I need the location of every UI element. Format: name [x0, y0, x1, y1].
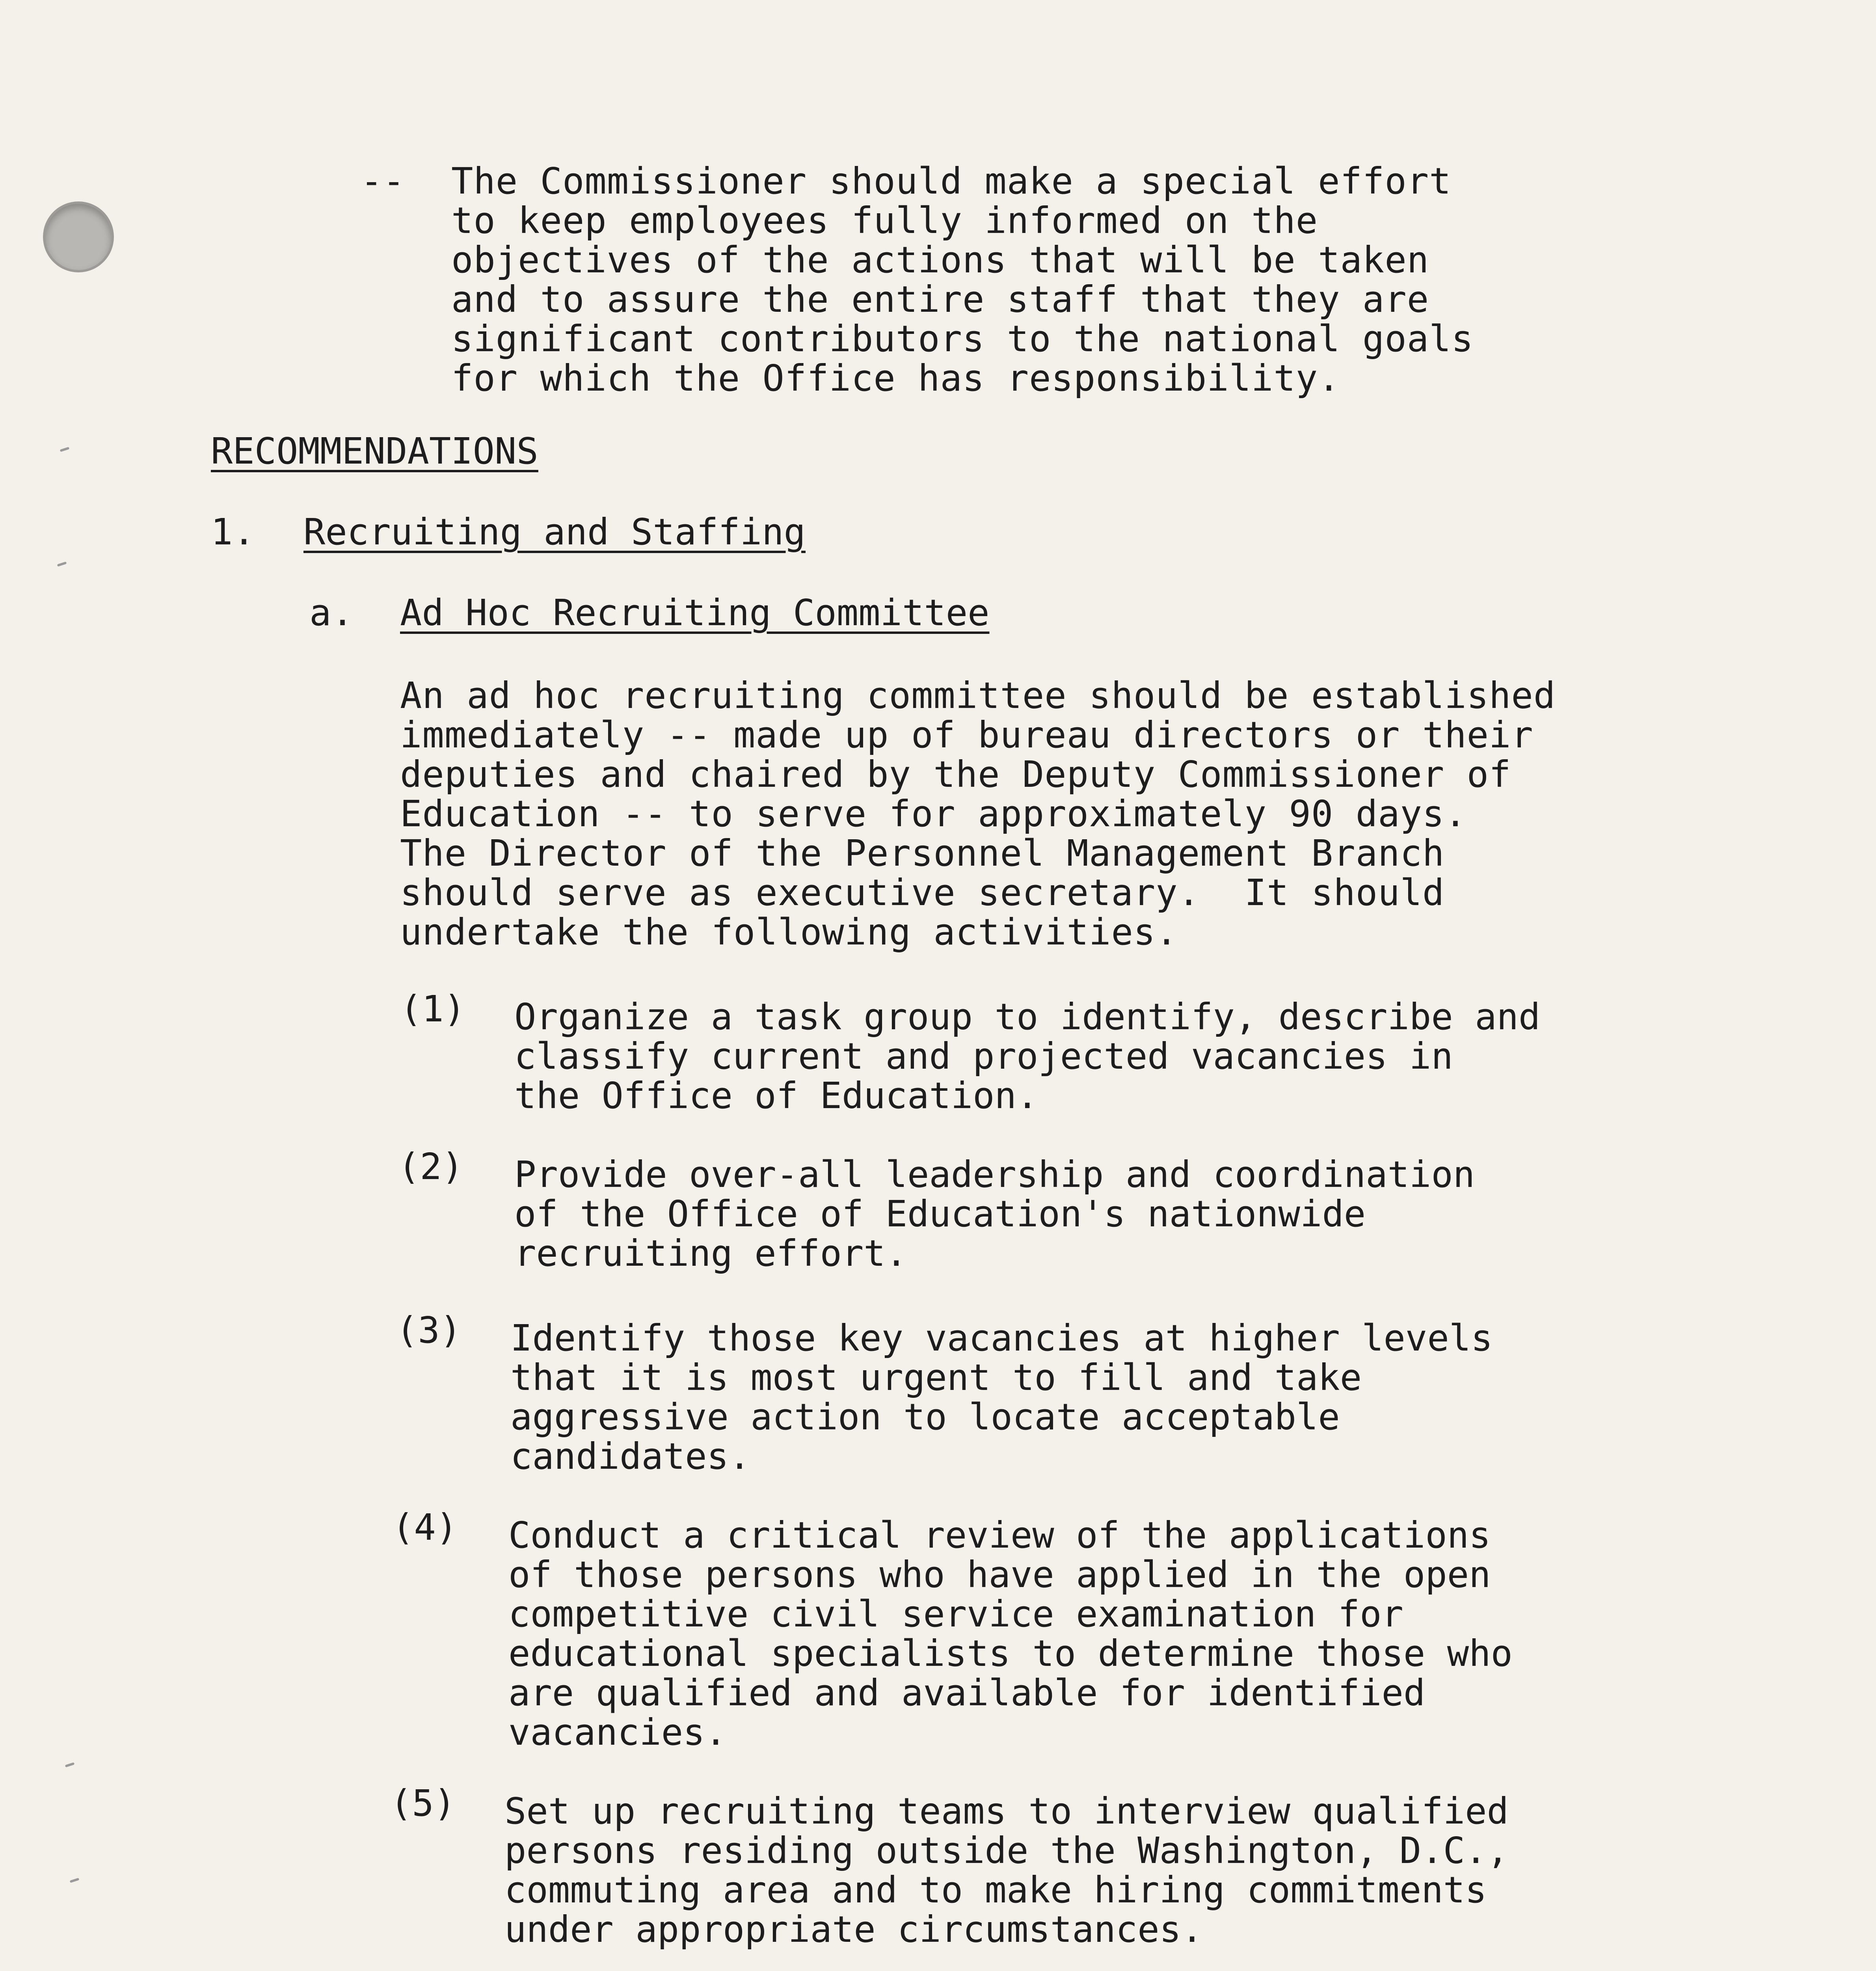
section-title: Recruiting and Staffing	[303, 511, 806, 553]
margin-mark	[60, 447, 70, 452]
item-text: Conduct a critical review of the applications of those persons who have applied in the open competitive civil service examination for educational specialists to determine those who are qualified and available for identified vacancies.	[508, 1514, 1513, 1753]
item-number: (5)	[390, 1782, 456, 1824]
item-number: (1)	[400, 988, 466, 1030]
subsection-title: Ad Hoc Recruiting Committee	[400, 592, 990, 634]
item-number: (2)	[398, 1146, 464, 1188]
committee-paragraph: An ad hoc recruiting committee should be established immediately -- made up of bureau directors or their deputies and chaired by the Deputy Commissioner of Education -- to serve for approximately 90 days. The Director of the Personnel Management Branch should serve as executive secretary. It should undertake the following activities.	[400, 674, 1556, 953]
subsection-letter: a.	[309, 592, 354, 634]
intro-paragraph: The Commissioner should make a special effort to keep employees fully informed on the objectives of the actions that will be taken and to assure the entire staff that they are significant contributors to the national goals for which the Office has responsibility.	[451, 160, 1474, 399]
section-number: 1.	[211, 511, 255, 553]
item-text: Identify those key vacancies at higher levels that it is most urgent to fill and take aggressive action to locate acceptable candidates.	[510, 1317, 1493, 1477]
punch-hole-top	[45, 204, 112, 270]
margin-mark	[65, 1762, 75, 1767]
intro-dash: --	[361, 160, 405, 202]
item-text: Organize a task group to identify, describe and classify current and projected vacancies in the Office of Education.	[514, 996, 1541, 1117]
recommendations-heading: RECOMMENDATIONS	[211, 430, 538, 472]
item-number: (3)	[396, 1309, 462, 1351]
item-text: Provide over-all leadership and coordination of the Office of Education's nationwide recruiting effort.	[514, 1153, 1475, 1274]
margin-mark	[70, 1878, 80, 1883]
item-text: Set up recruiting teams to interview qualified persons residing outside the Washington, D.C., commuting area and to make hiring commitments under appropriate circumstances.	[504, 1790, 1509, 1951]
item-number: (4)	[392, 1506, 458, 1548]
margin-mark	[57, 561, 67, 566]
